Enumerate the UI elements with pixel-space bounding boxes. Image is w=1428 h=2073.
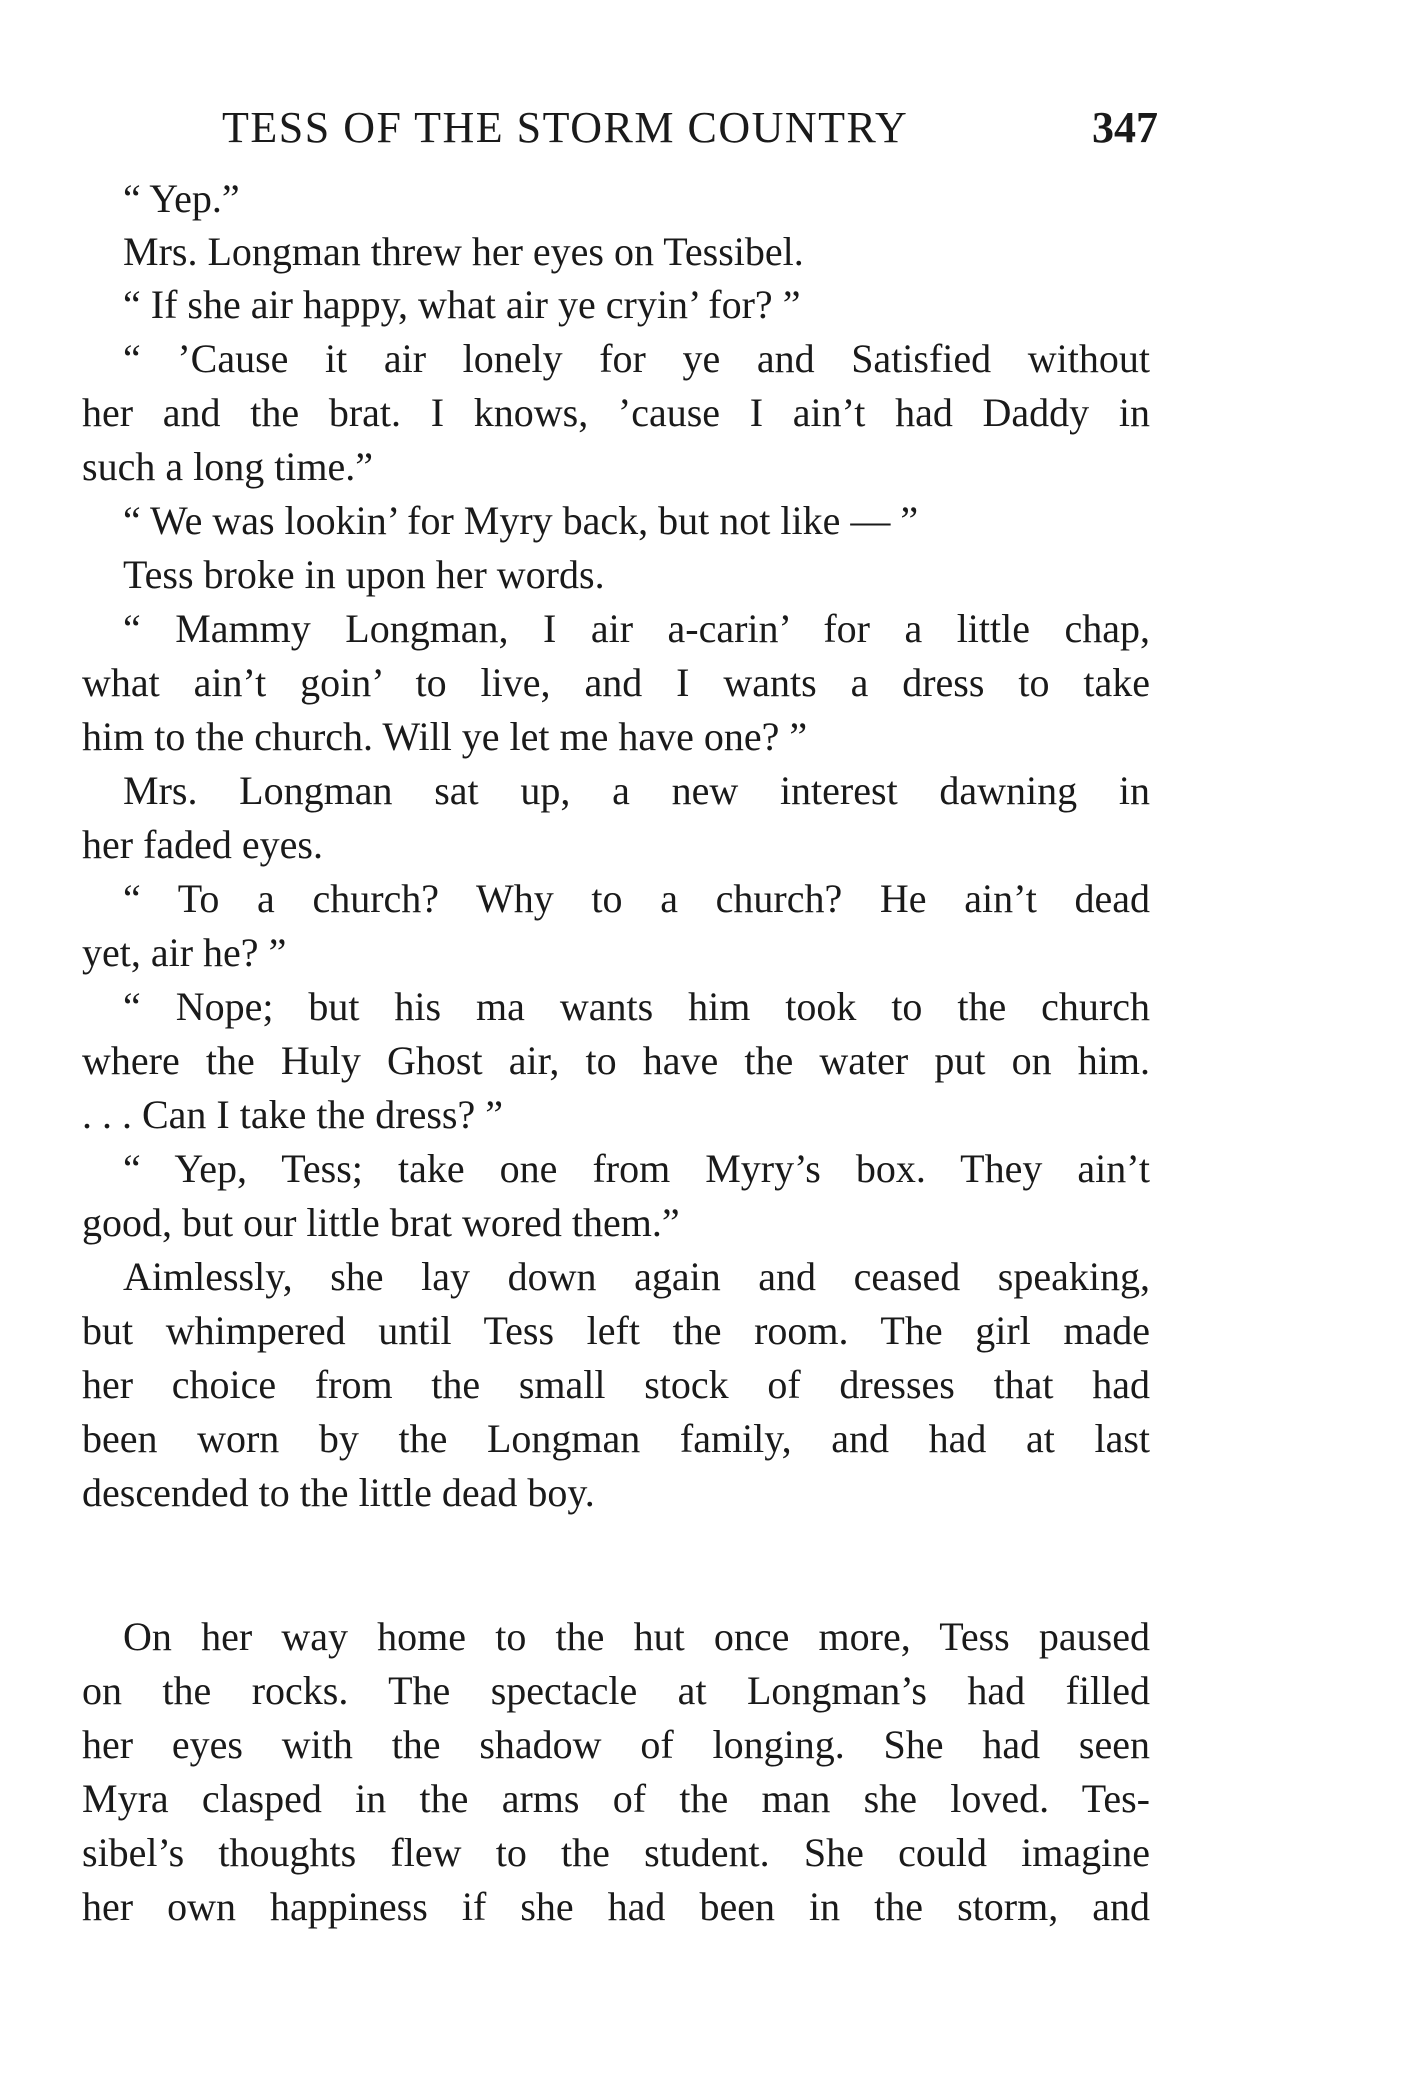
text-line: “ Nope; but his ma wants him took to the church [123, 984, 1150, 1029]
text-line: “ To a church? Why to a church? He ain’t dead [123, 876, 1150, 921]
text-line: On her way home to the hut once more, Tess paused [123, 1614, 1150, 1659]
text-line: her own happiness if she had been in the storm, and [82, 1884, 1150, 1929]
text-line: been worn by the Longman family, and had at last [82, 1416, 1150, 1461]
text-line: . . . Can I take the dress? ” [82, 1092, 503, 1137]
text-line: but whimpered until Tess left the room. The girl made [82, 1308, 1150, 1353]
text-line: her eyes with the shadow of longing. She had seen [82, 1722, 1150, 1767]
text-line: what ain’t goin’ to live, and I wants a dress to take [82, 660, 1150, 705]
text-line: Mrs. Longman threw her eyes on Tessibel. [123, 229, 804, 274]
text-line: Aimlessly, she lay down again and ceased speaking, [123, 1254, 1150, 1299]
text-line: sibel’s thoughts flew to the student. She could imagine [82, 1830, 1150, 1875]
page-number: 347 [1092, 103, 1158, 152]
text-line: him to the church. Will ye let me have one? ” [82, 714, 808, 759]
text-line: “ Mammy Longman, I air a-carin’ for a little chap, [123, 606, 1150, 651]
text-line: her faded eyes. [82, 822, 323, 867]
text-line: on the rocks. The spectacle at Longman’s had filled [82, 1668, 1150, 1713]
text-line: good, but our little brat wored them.” [82, 1200, 680, 1245]
text-line: “ If she air happy, what air ye cryin’ for? ” [123, 282, 801, 327]
text-line: Mrs. Longman sat up, a new interest dawning in [123, 768, 1150, 813]
text-line: where the Huly Ghost air, to have the water put on him. [82, 1038, 1150, 1083]
text-line: “ Yep, Tess; take one from Myry’s box. They ain’t [123, 1146, 1150, 1191]
text-line: Myra clasped in the arms of the man she loved. Tes- [82, 1776, 1150, 1821]
text-line: “ Yep.” [123, 176, 240, 221]
text-line: “ ’Cause it air lonely for ye and Satisfied without [123, 336, 1150, 381]
text-line: her and the brat. I knows, ’cause I ain’t had Daddy in [82, 390, 1150, 435]
running-header [222, 100, 1158, 156]
text-line: yet, air he? ” [82, 930, 287, 975]
text-line: “ We was lookin’ for Myry back, but not like — ” [123, 498, 919, 543]
text-line: such a long time.” [82, 444, 374, 489]
text-line: descended to the little dead boy. [82, 1470, 595, 1515]
running-title: TESS OF THE STORM COUNTRY [222, 103, 909, 152]
text-line: Tess broke in upon her words. [123, 552, 605, 597]
text-line: her choice from the small stock of dresses that had [82, 1362, 1150, 1407]
